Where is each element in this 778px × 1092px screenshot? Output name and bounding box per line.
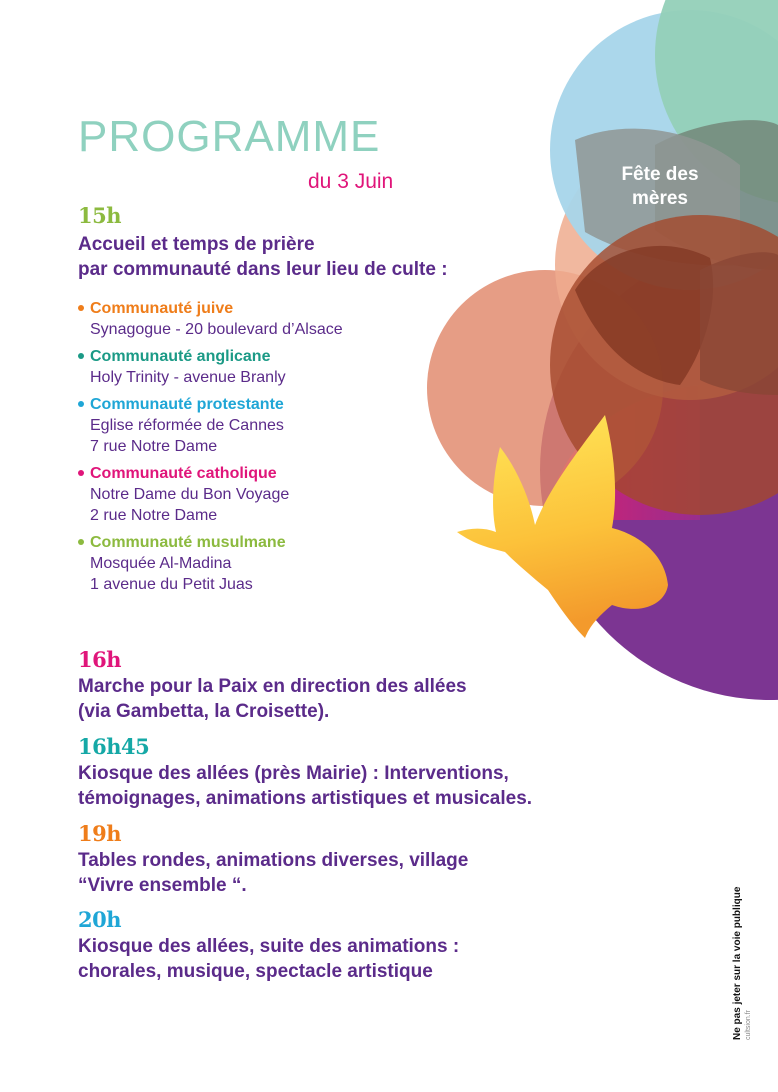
- section-line: (via Gambetta, la Croisette).: [78, 701, 330, 722]
- section-line: chorales, musique, spectacle artistique: [78, 961, 433, 982]
- section-line: témoignages, animations artistiques et musicales.: [78, 788, 533, 809]
- program-section-15h: [78, 203, 448, 282]
- section-line: Tables rondes, animations diverses, village: [78, 850, 469, 871]
- badge-line-1: Fête des: [621, 164, 699, 185]
- community-address: Synagogue - 20 boulevard d’Alsace: [90, 321, 343, 338]
- community-address: 7 rue Notre Dame: [90, 438, 218, 455]
- community-name: Communauté anglicane: [90, 348, 271, 365]
- community-item-juive: [78, 298, 343, 340]
- community-item-catholique: [78, 463, 343, 526]
- fete-des-meres-badge: [590, 163, 730, 211]
- section-line: Accueil et temps de prière: [78, 234, 315, 255]
- program-section-19h: [78, 821, 468, 898]
- section-time: 20h: [78, 907, 121, 932]
- community-address: Mosquée Al-Madina: [90, 555, 232, 572]
- section-time: 16h45: [78, 734, 150, 759]
- bullet-dot-icon: [78, 539, 84, 545]
- community-list: [78, 298, 343, 595]
- section-time: 19h: [78, 821, 121, 846]
- community-address: 1 avenue du Petit Juas: [90, 576, 253, 593]
- community-name: Communauté musulmane: [90, 534, 286, 551]
- community-address: Holy Trinity - avenue Branly: [90, 369, 286, 386]
- badge-line-2: mères: [632, 188, 688, 209]
- community-item-protestante: [78, 394, 343, 457]
- community-name: Communauté juive: [90, 300, 234, 317]
- community-name: Communauté protestante: [90, 396, 284, 413]
- bullet-dot-icon: [78, 305, 84, 311]
- vertical-notice: Ne pas jeter sur la voie publique: [732, 886, 743, 1040]
- section-line: par communauté dans leur lieu de culte :: [78, 259, 448, 280]
- section-line: “Vivre ensemble “.: [78, 875, 247, 896]
- page-subtitle-date: du 3 Juin: [308, 170, 394, 193]
- community-address: 2 rue Notre Dame: [90, 507, 218, 524]
- community-address: Eglise réformée de Cannes: [90, 417, 284, 434]
- page-title: PROGRAMME: [78, 112, 381, 161]
- printer-mark: cultsion.fr: [745, 1010, 752, 1040]
- community-name: Communauté catholique: [90, 465, 277, 482]
- right-brown-shape: [700, 252, 778, 395]
- community-address: Notre Dame du Bon Voyage: [90, 486, 290, 503]
- program-section-16h: [78, 647, 467, 724]
- section-line: Kiosque des allées (près Mairie) : Interventions,: [78, 763, 509, 784]
- bullet-dot-icon: [78, 401, 84, 407]
- section-time: 15h: [78, 203, 121, 228]
- program-section-20h: [78, 907, 459, 984]
- community-item-musulmane: [78, 532, 343, 595]
- section-line: Kiosque des allées, suite des animations :: [78, 936, 460, 957]
- section-line: Marche pour la Paix en direction des allées: [78, 676, 467, 697]
- program-section-16h45: [78, 734, 532, 811]
- bullet-dot-icon: [78, 353, 84, 359]
- bullet-dot-icon: [78, 470, 84, 476]
- community-item-anglicane: [78, 346, 343, 388]
- section-time: 16h: [78, 647, 121, 672]
